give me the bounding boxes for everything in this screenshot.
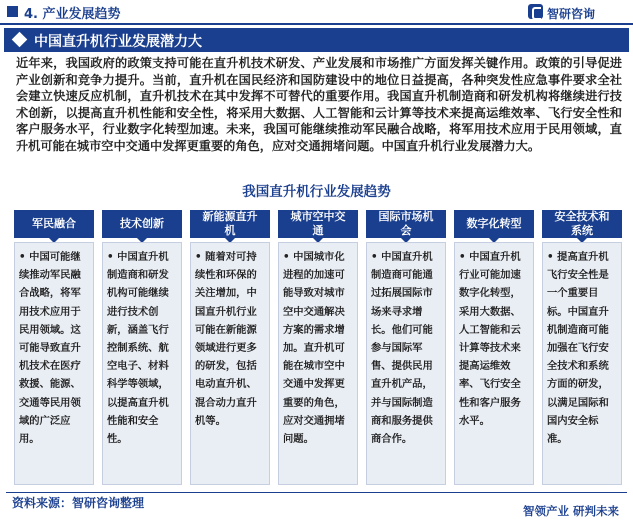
trend-card-header-line2: 通 — [312, 224, 324, 237]
trend-card-body — [102, 242, 182, 485]
trend-card-header — [454, 210, 534, 238]
trend-card-military-civil — [14, 210, 94, 485]
trend-card-urban-air-traffic — [278, 210, 358, 485]
trend-card-body — [454, 242, 534, 485]
trend-card-text: • 中国直升机行业可能加速数字化转型，采用大数据、人工智能和云计算等技术来提高运维效率、飞行安全性和客户服务水平。 — [459, 251, 521, 427]
trend-card-international-market — [366, 210, 446, 485]
trend-card-body — [14, 242, 94, 485]
trend-card-new-energy — [190, 210, 270, 485]
brand-slogan: 智领产业 研判未来 — [522, 504, 619, 518]
trend-columns — [14, 210, 626, 485]
trend-card-header-line1: 安全技术和 — [554, 210, 610, 223]
trend-card-text: • 中国城市化进程的加速可能导致对城市空中交通解决方案的需求增加。直升机可能在城市空中交通中发挥更重要的角色，应对交通拥堵问题。 — [283, 251, 345, 446]
trend-card-header — [190, 210, 270, 238]
trends-title: 我国直升机行业发展趋势 — [242, 184, 391, 200]
trend-card-header — [14, 210, 94, 238]
trend-card-header-line2: 会 — [400, 224, 412, 237]
page-title: 中国直升机行业发展潜力大 — [34, 34, 202, 50]
header-divider — [0, 23, 633, 25]
diamond-icon — [12, 32, 28, 48]
trend-card-digital-transformation — [454, 210, 534, 485]
trend-card-text: • 提高直升机飞行安全性是一个重要目标。中国直升机制造商可能加强在飞行安全技术和系统方面的研发，以满足国际和国内安全标准。 — [547, 251, 609, 446]
trend-card-header-line2: 系统 — [571, 224, 593, 237]
trend-card-text: • 中国直升机制造商和研发机构可能继续进行技术创新，涵盖飞行控制系统、航空电子、材料科学等领域，以提高直升机性能和安全性。 — [107, 251, 169, 446]
trend-card-text: • 随着对可持续性和环保的关注增加，中国直升机行业可能在新能源领域进行更多的研发，包括电动直升机、混合动力直升机等。 — [195, 251, 257, 427]
trend-card-body — [190, 242, 270, 485]
intro-paragraph: 近年来，我国政府的政策支持可能在直升机技术研发、产业发展和市场推广方面发挥关键作用。政策的引导促进产业创新和竞争力提升。当前，直升机在国民经济和国防建设中的地位日益提高，各种突发性应急事件要求全社会建立快速反应机制，直升机技术在其中发挥不可替代的重要作用。我国直升机制造商和研发机构将继续进行技术创新，以提高直升机性能和安全性，将采用大数据、人工智能和云计算等技术来提高运维效率、飞行安全性和客户服务水平，行业数字化转型加速。未来，我国可能继续推动军民融合战略，将军用技术应用于民用领域，直升机可能在城市空中交通中发挥更重要的角色，应对交通拥堵问题。中国直升机行业发展潜力大。 — [16, 56, 622, 153]
trend-card-safety-tech — [542, 210, 622, 485]
trend-card-text: • 中国可能继续推动军民融合战略，将军用技术应用于民用领域。这可能导致直升机技术在医疗救援、能源、交通等民用领域的广泛应用。 — [19, 251, 81, 446]
trend-card-header — [102, 210, 182, 238]
trend-card-body — [542, 242, 622, 485]
trend-card-header — [542, 210, 622, 238]
brand-name: 智研咨询 — [547, 7, 596, 21]
trend-card-header-line1: 国际市场机 — [378, 210, 434, 223]
trend-card-tech-innovation — [102, 210, 182, 485]
trend-card-header — [366, 210, 446, 238]
trend-card-header-line1: 城市空中交 — [290, 210, 346, 223]
trend-card-header — [278, 210, 358, 238]
top-header — [0, 0, 633, 24]
section-bullet-icon — [7, 6, 18, 17]
trend-card-body — [278, 242, 358, 485]
trend-card-header-line1: 技术创新 — [120, 217, 164, 230]
trend-card-header-line1: 新能源直升 — [202, 210, 258, 223]
trend-card-text: • 中国直升机制造商可能通过拓展国际市场来寻求增长。他们可能参与国际军售、提供民用直升机产品，并与国际制造商和服务提供商合作。 — [371, 251, 433, 446]
section-label: 4. 产业发展趋势 — [24, 7, 121, 22]
title-bar — [4, 28, 629, 52]
source-note: 资料来源：智研咨询整理 — [12, 496, 145, 510]
trend-card-header-line1: 军民融合 — [32, 217, 76, 230]
brand-logo-icon — [528, 4, 543, 19]
footer-divider — [6, 492, 627, 493]
trend-card-body — [366, 242, 446, 485]
trend-card-header-line2: 机 — [224, 224, 236, 237]
trend-card-header-line1: 数字化转型 — [466, 217, 522, 230]
